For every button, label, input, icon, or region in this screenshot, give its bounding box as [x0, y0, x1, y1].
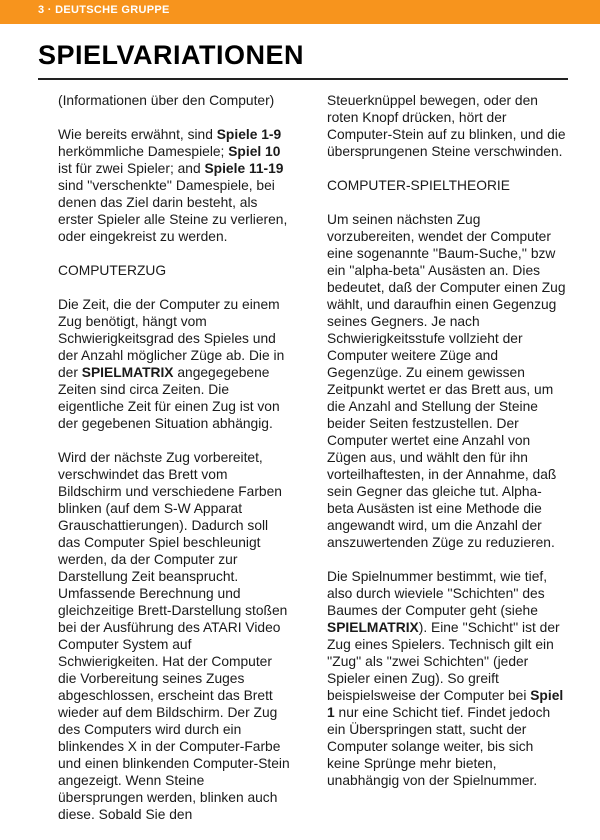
bold-run: Spiele 1-9 — [216, 127, 282, 142]
paragraph-spielnummer — [327, 568, 567, 789]
bold-run: Spiel 1 — [327, 688, 564, 720]
paragraph-baumsuche: Um seinen nächsten Zug vorzubereiten, wendet der Computer eine sogenannte ''Baum-Suche,'' bzw ein ''alpha-beta'' Ausästen an. Dies bedeutet, daß der Computer einen Zug wählt, und daraufhin einen Gegenzug seines Gegners. Je nach Schwierigkeitsstufe vollzieht der Computer weitere Züge and Gegenzüge. Zu einem gewissen Zeitpunkt wertet er das Brett aus, um die Anzahl and Stellung der Steine beider Seiten festzustellen. Der Computer wertet eine Anzahl von Zügen aus, und wählt den für ihn vorteilhaftesten, in der Annahme, daß sein Gegner das gleiche tut. Alpha-beta Ausästen ist eine Methode die angewandt wird, um die Anzahl der anszuwertenden Züge zu reduzieren. — [327, 212, 566, 550]
bold-run: Spiel 10 — [228, 144, 281, 159]
right-column — [327, 92, 567, 806]
bold-run: SPIELMATRIX — [81, 365, 174, 380]
text-run: sind ''verschenkte'' Damespiele, bei denen das Ziel darin besteht, als erster Spieler alle Steine zu verlieren, oder eingekreist zu werden. — [58, 178, 288, 244]
left-column — [58, 92, 290, 840]
paragraph-steuerknueppel: Steuerknüppel bewegen, oder den roten Knopf drücken, hört der Computer-Stein auf zu blinken, und die übersprungenen Steine verschwinden. — [327, 93, 566, 159]
section-tab — [0, 0, 600, 24]
text-run: nur eine Schicht tief. Findet jedoch ein Überspringen statt, sucht der Computer solange weiter, bis sich keine Sprünge mehr bieten, unabhängig von der Spielnummer. — [327, 705, 551, 788]
text-run: herkömmliche Damespiele; — [58, 144, 229, 159]
text-run: Die Zeit, die der Computer zu einem Zug benötigt, hängt vom Schwierigkeitsgrad des Spieles und der Anzahl möglicher Züge ab. Die in der — [58, 297, 285, 380]
section-tab-label: 3 · DEUTSCHE GRUPPE — [38, 4, 170, 16]
intro-heading: (Informationen über den Computer) — [58, 93, 275, 108]
text-run: Die Spielnummer bestimmt, wie tief, also durch wieviele ''Schichten'' des Baumes der Computer geht (siehe — [327, 569, 548, 618]
text-run: ist für zwei Spieler; and — [58, 161, 205, 176]
paragraph-computerzug — [58, 296, 290, 432]
heading-computerzug: COMPUTERZUG — [58, 263, 167, 278]
bold-run: Spiele 11-19 — [204, 161, 284, 176]
heading-spieltheorie: COMPUTER-SPIELTHEORIE — [327, 178, 510, 193]
paragraph-intro — [58, 126, 290, 245]
text-run: angegegebene Zeiten sind circa Zeiten. Die eigentliche Zeit für einen Zug ist von der gegebenen Situation abhängig. — [58, 365, 280, 431]
bold-run: SPIELMATRIX — [327, 620, 419, 635]
paragraph-vorbereitung: Wird der nächste Zug vorbereitet, verschwindet das Brett vom Bildschirm und verschiedene Farben blinken (auf dem S-W Apparat Grauschattierungen). Dadurch soll das Computer Spiel beschleunigt werden, da der Computer zur Darstellung Zeit beansprucht. Umfassende Berechnung und gleichzeitige Brett-Darstellung stoßen bei der Ausführung des ATARI Video Computer System auf Schwierigkeiten. Hat der Computer die Vorbereitung seines Zuges abgeschlossen, erscheint das Brett wieder auf dem Bildschirm. Der Zug des Computers wird durch ein blinkendes X in der Computer-Farbe und einen blinkenden Computer-Stein angezeigt. Wenn Steine übersprungen werden, blinken auch diese. Sobald Sie den — [58, 450, 290, 822]
page-title: SPIELVARIATIONEN — [38, 40, 305, 70]
text-run: Wie bereits erwähnt, sind — [58, 127, 217, 142]
title-rule — [38, 78, 568, 80]
text-run: ). Eine ''Schicht'' ist der Zug eines Spielers. Technisch gilt ein ''Zug'' als ''zwei Schichten'' (jeder Spieler einen Zug). So greift beispielsweise der Computer bei — [327, 620, 560, 703]
